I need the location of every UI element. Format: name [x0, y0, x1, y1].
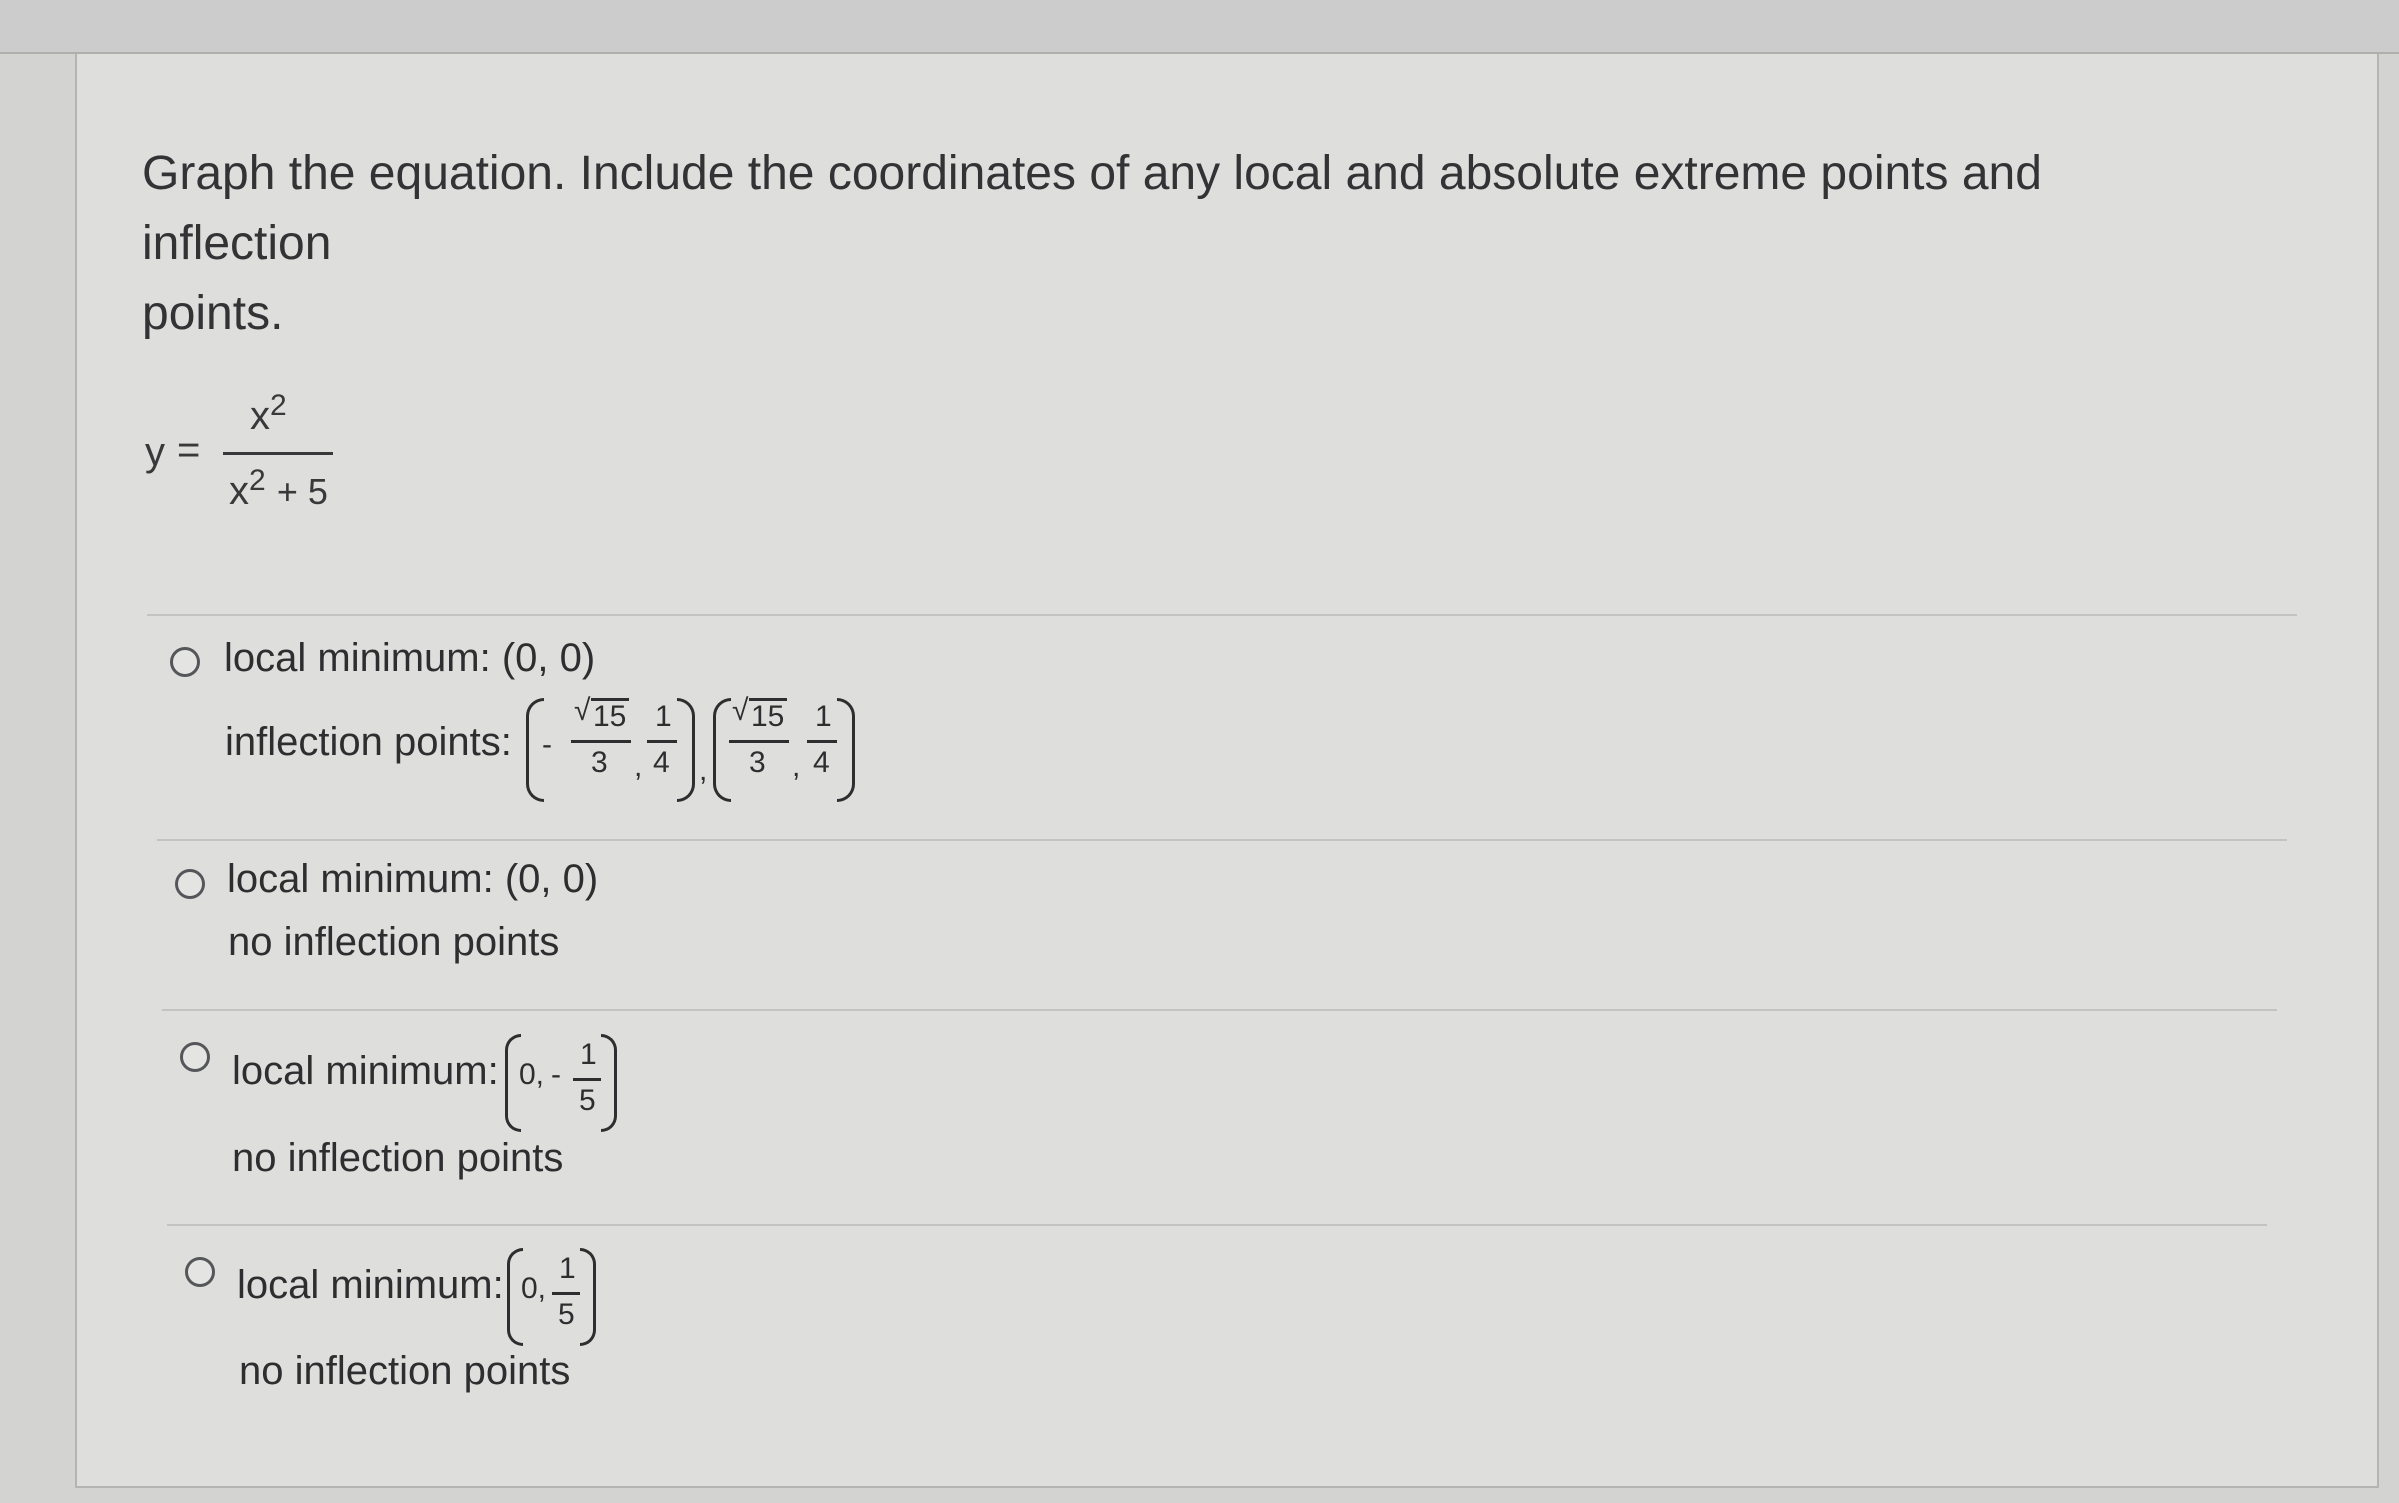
- equation-denominator: [229, 464, 328, 514]
- point-numerator: 1: [559, 1252, 576, 1285]
- ip2-y-denominator: 4: [813, 746, 830, 779]
- fraction-bar: [552, 1292, 580, 1295]
- right-paren: [677, 698, 695, 802]
- equation-numerator: [250, 389, 287, 439]
- numerator-base: x: [250, 394, 270, 438]
- option-1-inflection-label: inflection points:: [225, 720, 512, 764]
- comma: ,: [634, 750, 643, 783]
- ip1-denominator: 3: [591, 746, 608, 779]
- fraction-bar: [729, 740, 789, 743]
- minus-sign: -: [542, 728, 552, 761]
- ip2-root: 15: [751, 700, 785, 733]
- equation: [145, 344, 545, 514]
- comma: ,: [792, 750, 801, 783]
- question-prompt: [142, 139, 2242, 349]
- divider: [157, 839, 2287, 841]
- denominator-base: x: [229, 469, 249, 513]
- radio-button-option-1[interactable]: [170, 647, 200, 677]
- option-1-minimum: local minimum: (0, 0): [224, 636, 596, 680]
- fraction-bar: [647, 740, 677, 743]
- option-4-inflection: no inflection points: [239, 1349, 571, 1393]
- right-paren: [601, 1034, 617, 1132]
- top-bar: [0, 0, 2399, 54]
- right-paren: [837, 698, 855, 802]
- point-x: 0,: [519, 1058, 545, 1091]
- fraction-bar: [573, 1078, 601, 1081]
- denominator-rest: + 5: [276, 471, 328, 512]
- ip2-y-numerator: 1: [815, 700, 832, 733]
- equation-equals: =: [177, 428, 201, 472]
- question-card: [75, 54, 2379, 1488]
- radio-button-option-4[interactable]: [185, 1257, 215, 1287]
- sqrt-sign: √: [574, 694, 591, 727]
- option-3-inflection: no inflection points: [232, 1136, 564, 1180]
- option-2-inflection: no inflection points: [228, 920, 560, 964]
- ip1-y-denominator: 4: [653, 746, 670, 779]
- radio-button-option-2[interactable]: [175, 869, 205, 899]
- fraction-bar: [223, 452, 333, 455]
- fraction-bar: [571, 740, 631, 743]
- option-3-minimum: local minimum:: [232, 1049, 499, 1093]
- ip2-denominator: 3: [749, 746, 766, 779]
- divider: [147, 614, 2297, 616]
- sqrt-sign: √: [732, 694, 749, 727]
- divider: [162, 1009, 2277, 1011]
- point-x: 0,: [521, 1272, 547, 1305]
- question-line-1: Graph the equation. Include the coordinates of any local and absolute extreme points and inflection: [142, 147, 2042, 270]
- divider: [167, 1224, 2267, 1226]
- ip1-root: 15: [593, 700, 627, 733]
- option-2-minimum: local minimum: (0, 0): [227, 857, 599, 901]
- left-paren: [713, 698, 731, 802]
- right-paren: [580, 1248, 596, 1346]
- point-denominator: 5: [579, 1084, 596, 1117]
- ip1-y-numerator: 1: [655, 700, 672, 733]
- equation-lhs: y: [145, 430, 165, 474]
- point-denominator: 5: [558, 1298, 575, 1331]
- radio-button-option-3[interactable]: [180, 1042, 210, 1072]
- minus-sign: -: [551, 1058, 561, 1091]
- option-4-minimum: local minimum:: [237, 1263, 504, 1307]
- fraction-bar: [807, 740, 837, 743]
- denominator-exponent: 2: [249, 464, 266, 497]
- comma: ,: [699, 754, 708, 787]
- point-numerator: 1: [580, 1038, 597, 1071]
- numerator-exponent: 2: [270, 389, 287, 422]
- question-line-2: points.: [142, 287, 284, 340]
